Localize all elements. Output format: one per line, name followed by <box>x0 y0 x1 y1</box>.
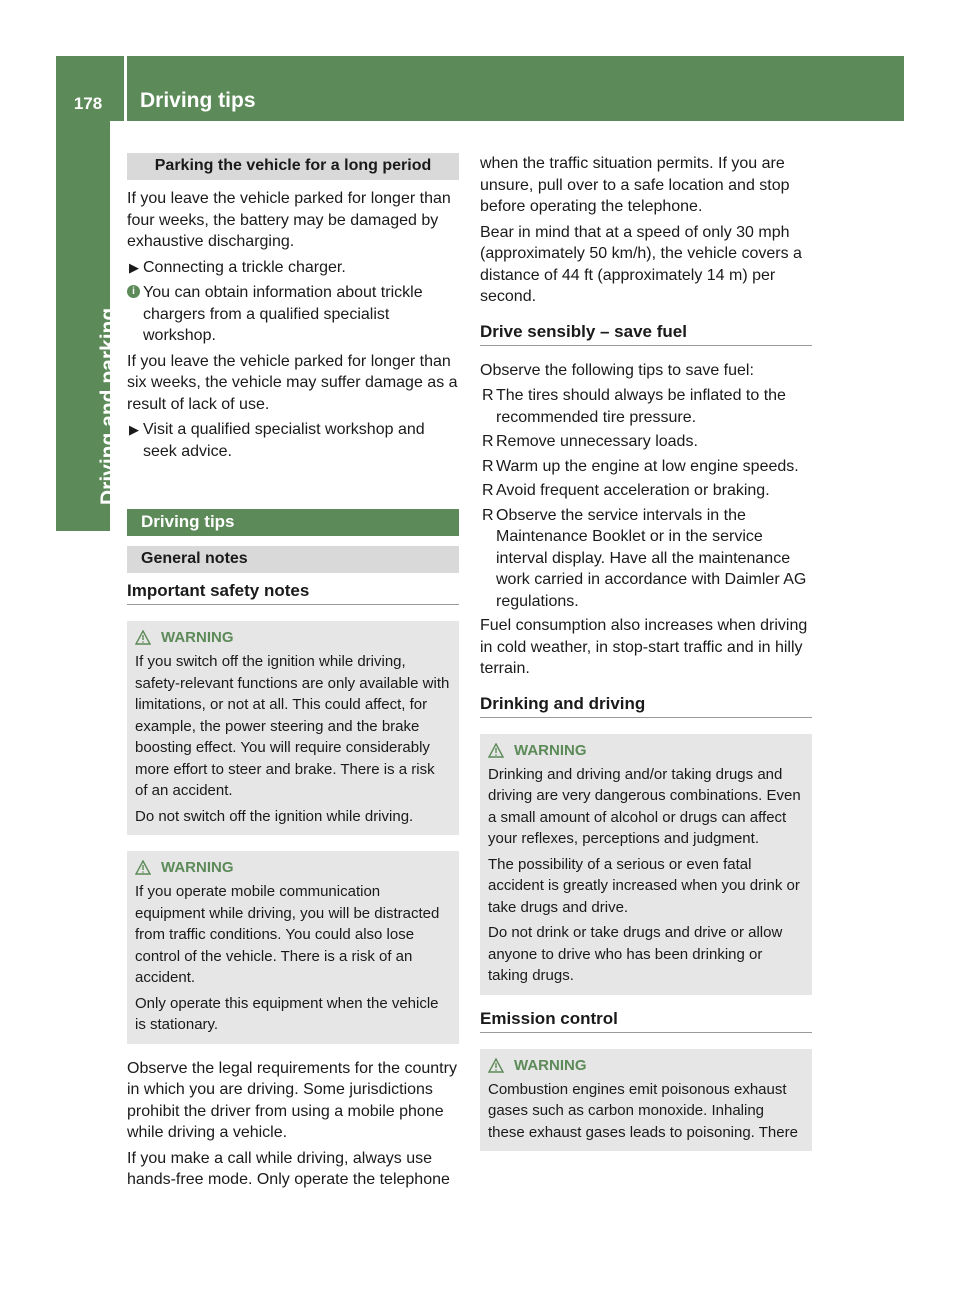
general-notes-heading: General notes <box>127 546 459 573</box>
fuel-intro: Observe the following tips to save fuel: <box>480 361 754 379</box>
legal-paragraph: Observe the legal requirements for the country in which you are driving. Some jurisdictions prohibit the driver from using a mobile phone while driving a vehicle. <box>127 1059 457 1141</box>
arrow-right-icon: ▶ <box>129 422 139 437</box>
warning-text: Only operate this equipment when the vehicle is stationary. <box>135 994 439 1033</box>
info-icon: i <box>127 285 140 298</box>
handsfree-paragraph: If you make a call while driving, always use hands-free mode. Only operate the telephone <box>127 1149 450 1188</box>
telephone-paragraph: when the traffic situation permits. If you are unsure, pull over to a safe location and stop before operating the telephone. <box>480 155 790 215</box>
drinking-heading: Drinking and driving <box>480 694 812 718</box>
warning-box-drinking <box>480 734 812 995</box>
arrow-right-icon: ▶ <box>129 259 139 275</box>
page-number: 178 <box>73 94 103 113</box>
side-tab-label: Driving and parking <box>97 307 120 505</box>
list-item: R The tires should always be inflated to the recommended tire pressure. <box>482 387 786 426</box>
header-divider <box>124 56 127 121</box>
right-column <box>480 153 812 1165</box>
warning-title <box>488 1057 804 1074</box>
list-item: R Warm up the engine at low engine speeds. <box>482 457 799 475</box>
warning-title-text: WARNING <box>514 741 587 759</box>
parking-paragraph-2: If you leave the vehicle parked for longer than six weeks, the vehicle may suffer damage as a result of lack of use. <box>127 352 458 413</box>
info-note <box>127 282 459 347</box>
warning-box-emission <box>480 1049 812 1152</box>
warning-text: Do not drink or take drugs and drive or allow anyone to drive who has been drinking or taking drugs. <box>488 924 783 984</box>
warning-text: Drinking and driving and/or taking drugs and driving are very dangerous combinations. Even a small amount of alcohol or drugs can affect your reflexes, perceptions and judgment. <box>488 765 801 847</box>
warning-text: Do not switch off the ignition while driving. <box>135 807 414 825</box>
warning-triangle-icon <box>135 630 151 645</box>
safety-notes-heading: Important safety notes <box>127 581 459 605</box>
speed-paragraph: Bear in mind that at a speed of only 30 mph (approximately 50 km/h), the vehicle covers a distance of 44 ft (approximately 14 m) per second. <box>480 223 802 305</box>
list-item: R Remove unnecessary loads. <box>482 433 698 450</box>
list-item: R Avoid frequent acceleration or braking. <box>482 482 770 499</box>
warning-text: The possibility of a serious or even fatal accident is greatly increased when you drink or take drugs and drive. <box>488 855 800 916</box>
instruction-step-1-text: Connecting a trickle charger. <box>143 258 346 276</box>
instruction-step-2 <box>127 419 459 462</box>
fuel-heading: Drive sensibly – save fuel <box>480 322 812 346</box>
warning-triangle-icon <box>135 860 151 875</box>
warning-box-ignition <box>127 621 459 835</box>
list-item: R Observe the service intervals in the Maintenance Booklet or in the service interval display. Have all the maintenance work carried in accordance with Daimler AG regulations. <box>482 506 807 610</box>
warning-triangle-icon <box>488 743 504 758</box>
warning-title-text: WARNING <box>161 859 234 876</box>
warning-title-text: WARNING <box>161 629 234 646</box>
warning-triangle-icon <box>488 1058 504 1073</box>
driving-tips-heading: Driving tips <box>127 509 459 536</box>
left-column <box>127 153 459 1195</box>
warning-text: If you operate mobile communication equipment while driving, you will be distracted from traffic conditions. You could also lose control of the vehicle. There is a risk of an accident. <box>135 883 440 986</box>
instruction-step-1 <box>127 257 459 279</box>
parking-heading: Parking the vehicle for a long period <box>127 153 459 180</box>
fuel-outro: Fuel consumption also increases when driving in cold weather, in stop-start traffic and in hilly terrain. <box>480 617 808 677</box>
instruction-step-2-text: Visit a qualified specialist workshop and seek advice. <box>143 421 425 460</box>
warning-title <box>135 629 451 646</box>
warning-title <box>135 859 451 876</box>
warning-title <box>488 742 804 759</box>
parking-paragraph-1: If you leave the vehicle parked for longer than four weeks, the battery may be damaged by exhaustive discharging. <box>127 190 451 250</box>
warning-title-text: WARNING <box>514 1056 587 1074</box>
running-title: Driving tips <box>140 89 256 112</box>
warning-text: Combustion engines emit poisonous exhaust gases such as carbon monoxide. Inhaling these exhaust gases leads to poisoning. There <box>488 1080 798 1141</box>
emission-heading: Emission control <box>480 1009 812 1033</box>
info-note-text: You can obtain information about trickle chargers from a qualified specialist workshop. <box>143 284 423 344</box>
warning-box-mobile <box>127 851 459 1044</box>
warning-text: If you switch off the ignition while driving, safety-relevant functions are only available with limitations, or not at all. This could affect, for example, the power steering and the brake boosting effect. You will require considerably more effort to steer and brake. There is a risk of an accident. <box>135 653 450 799</box>
